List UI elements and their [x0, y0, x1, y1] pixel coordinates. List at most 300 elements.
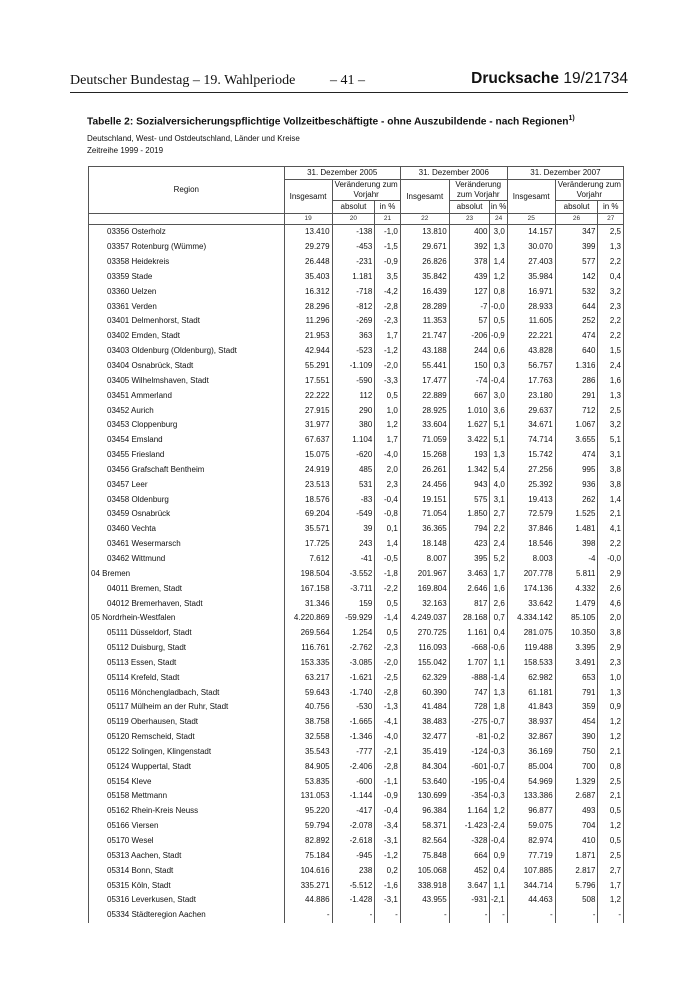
value-cell: 2,9	[598, 641, 624, 656]
value-cell: -0,0	[598, 552, 624, 567]
value-cell: 344.714	[507, 878, 555, 893]
region-cell: 03460 Vechta	[89, 522, 285, 537]
value-cell: 2.817	[555, 863, 598, 878]
value-cell: -275	[449, 715, 490, 730]
value-cell: 55.291	[284, 359, 332, 374]
value-cell: 2,2	[598, 255, 624, 270]
value-cell: 35.842	[400, 270, 449, 285]
value-cell: 174.136	[507, 581, 555, 596]
value-cell: 96.384	[400, 804, 449, 819]
value-cell: 28.933	[507, 299, 555, 314]
region-cell: 04012 Bremerhaven, Stadt	[89, 596, 285, 611]
region-cell: 05158 Mettmann	[89, 789, 285, 804]
value-cell: 1,0	[375, 403, 400, 418]
value-cell: 794	[449, 522, 490, 537]
value-cell: -4,2	[375, 284, 400, 299]
insgesamt-header: Insgesamt	[284, 180, 332, 214]
value-cell: 363	[332, 329, 375, 344]
value-cell: 32.477	[400, 730, 449, 745]
value-cell: 2,2	[598, 537, 624, 552]
value-cell: 26.448	[284, 255, 332, 270]
table-row	[89, 596, 624, 611]
table-row	[89, 418, 624, 433]
value-cell: 32.558	[284, 730, 332, 745]
value-cell: 269.564	[284, 626, 332, 641]
value-cell: 33.604	[400, 418, 449, 433]
value-cell: 1.871	[555, 848, 598, 863]
column-number	[89, 214, 285, 225]
value-cell: 35.543	[284, 745, 332, 760]
value-cell: 1,3	[598, 240, 624, 255]
value-cell: 60.390	[400, 685, 449, 700]
value-cell: -	[375, 908, 400, 923]
value-cell: 2,6	[490, 596, 507, 611]
value-cell: -0,8	[375, 507, 400, 522]
value-cell: -1,6	[375, 878, 400, 893]
value-cell: 153.335	[284, 655, 332, 670]
value-cell: 1,2	[598, 715, 624, 730]
table-row	[89, 670, 624, 685]
value-cell: 640	[555, 344, 598, 359]
table-row	[89, 225, 624, 240]
value-cell: 11.353	[400, 314, 449, 329]
column-number: 27	[598, 214, 624, 225]
table-row	[89, 373, 624, 388]
value-cell: 96.877	[507, 804, 555, 819]
value-cell: 40.756	[284, 700, 332, 715]
value-cell: -3.552	[332, 566, 375, 581]
value-cell: -453	[332, 240, 375, 255]
value-cell: 400	[449, 225, 490, 240]
value-cell: 63.217	[284, 670, 332, 685]
region-cell: 04 Bremen	[89, 566, 285, 581]
date-header-2007: 31. Dezember 2007	[507, 167, 623, 180]
table-row	[89, 566, 624, 581]
value-cell: 82.974	[507, 834, 555, 849]
value-cell: 71.059	[400, 433, 449, 448]
value-cell: 2,6	[598, 581, 624, 596]
value-cell: 17.551	[284, 373, 332, 388]
value-cell: 22.221	[507, 329, 555, 344]
table-row	[89, 522, 624, 537]
value-cell: 169.804	[400, 581, 449, 596]
region-cell: 03457 Leer	[89, 477, 285, 492]
value-cell: 33.642	[507, 596, 555, 611]
value-cell: 43.828	[507, 344, 555, 359]
value-cell: 62.982	[507, 670, 555, 685]
veraenderung-header: Veränderung zum Vorjahr	[555, 180, 623, 201]
value-cell: -2,2	[375, 581, 400, 596]
value-cell: 29.671	[400, 240, 449, 255]
value-cell: 750	[555, 745, 598, 760]
value-cell: 380	[332, 418, 375, 433]
value-cell: 56.757	[507, 359, 555, 374]
region-cell: 05170 Wesel	[89, 834, 285, 849]
region-cell: 03451 Ammerland	[89, 388, 285, 403]
value-cell: 1,7	[375, 433, 400, 448]
region-cell: 05116 Mönchengladbach, Stadt	[89, 685, 285, 700]
value-cell: 41.843	[507, 700, 555, 715]
value-cell: 667	[449, 388, 490, 403]
value-cell: -1.621	[332, 670, 375, 685]
value-cell: 1,4	[598, 492, 624, 507]
region-cell: 03452 Aurich	[89, 403, 285, 418]
value-cell: 105.068	[400, 863, 449, 878]
value-cell: 0,4	[490, 863, 507, 878]
value-cell: 359	[555, 700, 598, 715]
value-cell: 1.104	[332, 433, 375, 448]
value-cell: 26.261	[400, 463, 449, 478]
value-cell: 532	[555, 284, 598, 299]
value-cell: -41	[332, 552, 375, 567]
value-cell: -3,1	[375, 834, 400, 849]
column-number: 25	[507, 214, 555, 225]
value-cell: 2,2	[598, 329, 624, 344]
value-cell: 11.605	[507, 314, 555, 329]
value-cell: -2.406	[332, 759, 375, 774]
table-row	[89, 715, 624, 730]
value-cell: 2,0	[598, 611, 624, 626]
value-cell: 378	[449, 255, 490, 270]
value-cell: 244	[449, 344, 490, 359]
value-cell: 150	[449, 359, 490, 374]
value-cell: 3,0	[490, 388, 507, 403]
table-row	[89, 819, 624, 834]
region-cell: 05 Nordrhein-Westfalen	[89, 611, 285, 626]
value-cell: 0,5	[375, 626, 400, 641]
value-cell: 32.867	[507, 730, 555, 745]
value-cell: 44.463	[507, 893, 555, 908]
region-cell: 03454 Emsland	[89, 433, 285, 448]
value-cell: 577	[555, 255, 598, 270]
value-cell: 3.491	[555, 655, 598, 670]
value-cell: -1,8	[375, 566, 400, 581]
region-cell: 03403 Oldenburg (Oldenburg), Stadt	[89, 344, 285, 359]
value-cell: 347	[555, 225, 598, 240]
value-cell: 75.848	[400, 848, 449, 863]
value-cell: 29.279	[284, 240, 332, 255]
table-row	[89, 626, 624, 641]
value-cell: 0,5	[598, 804, 624, 819]
value-cell: 398	[555, 537, 598, 552]
value-cell: 0,7	[490, 611, 507, 626]
value-cell: 30.070	[507, 240, 555, 255]
value-cell: 493	[555, 804, 598, 819]
value-cell: 3.422	[449, 433, 490, 448]
table-row	[89, 507, 624, 522]
value-cell: 3.463	[449, 566, 490, 581]
region-cell: 03462 Wittmund	[89, 552, 285, 567]
value-cell: -4,0	[375, 730, 400, 745]
value-cell: 13.810	[400, 225, 449, 240]
value-cell: 3.655	[555, 433, 598, 448]
value-cell: 943	[449, 477, 490, 492]
value-cell: 58.371	[400, 819, 449, 834]
value-cell: -0,4	[375, 804, 400, 819]
value-cell: -1.346	[332, 730, 375, 745]
value-cell: 62.329	[400, 670, 449, 685]
value-cell: 159	[332, 596, 375, 611]
value-cell: -2,8	[375, 299, 400, 314]
value-cell: 4,0	[490, 477, 507, 492]
table-row	[89, 655, 624, 670]
value-cell: -718	[332, 284, 375, 299]
value-cell: 1,7	[598, 878, 624, 893]
table-row	[89, 477, 624, 492]
value-cell: 167.158	[284, 581, 332, 596]
value-cell: 1.481	[555, 522, 598, 537]
value-cell: 95.220	[284, 804, 332, 819]
value-cell: 72.579	[507, 507, 555, 522]
region-cell: 05112 Duisburg, Stadt	[89, 641, 285, 656]
value-cell: 1,7	[490, 566, 507, 581]
column-number: 19	[284, 214, 332, 225]
value-cell: 474	[555, 329, 598, 344]
value-cell: -	[449, 908, 490, 923]
region-cell: 03456 Grafschaft Bentheim	[89, 463, 285, 478]
value-cell: 3,1	[490, 492, 507, 507]
value-cell: 1.164	[449, 804, 490, 819]
value-cell: 13.410	[284, 225, 332, 240]
value-cell: 2.646	[449, 581, 490, 596]
value-cell: -1.109	[332, 359, 375, 374]
value-cell: -231	[332, 255, 375, 270]
value-cell: 2,0	[375, 463, 400, 478]
table-row	[89, 433, 624, 448]
value-cell: 8.007	[400, 552, 449, 567]
doc-label: Drucksache	[471, 70, 560, 87]
region-cell: 05120 Remscheid, Stadt	[89, 730, 285, 745]
date-header-2005: 31. Dezember 2005	[284, 167, 400, 180]
value-cell: 16.439	[400, 284, 449, 299]
value-cell: 817	[449, 596, 490, 611]
value-cell: 936	[555, 477, 598, 492]
value-cell: -668	[449, 641, 490, 656]
value-cell: -1.144	[332, 789, 375, 804]
value-cell: 423	[449, 537, 490, 552]
value-cell: 36.169	[507, 745, 555, 760]
table-row	[89, 759, 624, 774]
value-cell: 1,5	[598, 344, 624, 359]
value-cell: 34.671	[507, 418, 555, 433]
value-cell: 3,1	[598, 448, 624, 463]
value-cell: 24.919	[284, 463, 332, 478]
region-cell: 05122 Solingen, Klingenstadt	[89, 745, 285, 760]
value-cell: 5,2	[490, 552, 507, 567]
region-cell: 05117 Mülheim an der Ruhr, Stadt	[89, 700, 285, 715]
value-cell: 2,3	[598, 299, 624, 314]
value-cell: 38.758	[284, 715, 332, 730]
value-cell: 4.332	[555, 581, 598, 596]
value-cell: 338.918	[400, 878, 449, 893]
value-cell: -1,5	[375, 240, 400, 255]
value-cell: -945	[332, 848, 375, 863]
value-cell: 35.571	[284, 522, 332, 537]
percent-header: in %	[598, 201, 624, 214]
value-cell: 69.204	[284, 507, 332, 522]
value-cell: 1,7	[375, 329, 400, 344]
value-cell: 23.513	[284, 477, 332, 492]
value-cell: -3.085	[332, 655, 375, 670]
value-cell: 198.504	[284, 566, 332, 581]
value-cell: -74	[449, 373, 490, 388]
value-cell: -1,2	[375, 848, 400, 863]
region-cell: 04011 Bremen, Stadt	[89, 581, 285, 596]
value-cell: 1.525	[555, 507, 598, 522]
value-cell: 0,3	[490, 359, 507, 374]
value-cell: -0,7	[490, 759, 507, 774]
value-cell: -269	[332, 314, 375, 329]
table-row	[89, 240, 624, 255]
header-left: Deutscher Bundestag – 19. Wahlperiode	[70, 73, 296, 88]
value-cell: 243	[332, 537, 375, 552]
value-cell: 1.010	[449, 403, 490, 418]
value-cell: 27.403	[507, 255, 555, 270]
value-cell: 252	[555, 314, 598, 329]
value-cell: -81	[449, 730, 490, 745]
value-cell: 2,5	[598, 403, 624, 418]
value-cell: 0,9	[598, 700, 624, 715]
value-cell: 728	[449, 700, 490, 715]
value-cell: 201.967	[400, 566, 449, 581]
table-row	[89, 255, 624, 270]
value-cell: 19.413	[507, 492, 555, 507]
value-cell: 1.329	[555, 774, 598, 789]
value-cell: -3,3	[375, 373, 400, 388]
value-cell: 5,1	[490, 418, 507, 433]
value-cell: 3,8	[598, 477, 624, 492]
value-cell: 1,4	[375, 537, 400, 552]
value-cell: 35.419	[400, 745, 449, 760]
value-cell: -1,3	[375, 700, 400, 715]
value-cell: -812	[332, 299, 375, 314]
value-cell: 158.533	[507, 655, 555, 670]
value-cell: 2,4	[598, 359, 624, 374]
region-cell: 05114 Krefeld, Stadt	[89, 670, 285, 685]
value-cell: 22.889	[400, 388, 449, 403]
value-cell: 16.312	[284, 284, 332, 299]
value-cell: 142	[555, 270, 598, 285]
value-cell: 84.304	[400, 759, 449, 774]
value-cell: 61.181	[507, 685, 555, 700]
value-cell: 28.925	[400, 403, 449, 418]
value-cell: 1,2	[375, 418, 400, 433]
value-cell: 5.796	[555, 878, 598, 893]
value-cell: 286	[555, 373, 598, 388]
value-cell: 193	[449, 448, 490, 463]
value-cell: 17.763	[507, 373, 555, 388]
value-cell: 155.042	[400, 655, 449, 670]
value-cell: 5,4	[490, 463, 507, 478]
absolut-header: absolut	[332, 201, 375, 214]
value-cell: 1.254	[332, 626, 375, 641]
value-cell: 2,1	[598, 789, 624, 804]
value-cell: -206	[449, 329, 490, 344]
value-cell: 1,1	[490, 878, 507, 893]
table-row	[89, 745, 624, 760]
table-row	[89, 552, 624, 567]
value-cell: 42.944	[284, 344, 332, 359]
value-cell: 54.969	[507, 774, 555, 789]
table-body	[89, 225, 624, 923]
value-cell: -0,2	[490, 730, 507, 745]
value-cell: 2,2	[490, 522, 507, 537]
value-cell: 130.699	[400, 789, 449, 804]
value-cell: 77.719	[507, 848, 555, 863]
table-row	[89, 730, 624, 745]
value-cell: 1,3	[490, 448, 507, 463]
value-cell: 335.271	[284, 878, 332, 893]
value-cell: 1,2	[598, 819, 624, 834]
value-cell: 3,8	[598, 463, 624, 478]
region-cell: 05154 Kleve	[89, 774, 285, 789]
value-cell: 644	[555, 299, 598, 314]
region-cell: 03405 Wilhelmshaven, Stadt	[89, 373, 285, 388]
percent-header: in %	[375, 201, 400, 214]
value-cell: 281.075	[507, 626, 555, 641]
table-row	[89, 685, 624, 700]
value-cell: 5,1	[598, 433, 624, 448]
value-cell: -2,0	[375, 359, 400, 374]
value-cell: -2.618	[332, 834, 375, 849]
value-cell: 4,6	[598, 596, 624, 611]
value-cell: 18.576	[284, 492, 332, 507]
value-cell: 1,2	[490, 804, 507, 819]
value-cell: -0,7	[490, 715, 507, 730]
value-cell: 1,6	[598, 373, 624, 388]
table-title	[87, 115, 575, 127]
value-cell: 2,3	[375, 477, 400, 492]
table-row	[89, 848, 624, 863]
value-cell: -	[400, 908, 449, 923]
table-row	[89, 388, 624, 403]
table-row	[89, 448, 624, 463]
value-cell: -1,4	[490, 670, 507, 685]
value-cell: 133.386	[507, 789, 555, 804]
value-cell: 1,6	[490, 581, 507, 596]
region-cell: 05124 Wuppertal, Stadt	[89, 759, 285, 774]
value-cell: 2,3	[598, 655, 624, 670]
value-cell: 1,0	[598, 670, 624, 685]
value-cell: 262	[555, 492, 598, 507]
value-cell: 27.915	[284, 403, 332, 418]
region-cell: 03402 Emden, Stadt	[89, 329, 285, 344]
value-cell: 5,1	[490, 433, 507, 448]
value-cell: -601	[449, 759, 490, 774]
value-cell: 291	[555, 388, 598, 403]
region-cell: 05113 Essen, Stadt	[89, 655, 285, 670]
absolut-header: absolut	[555, 201, 598, 214]
value-cell: 57	[449, 314, 490, 329]
value-cell: 1,8	[490, 700, 507, 715]
table-row	[89, 700, 624, 715]
value-cell: 16.971	[507, 284, 555, 299]
value-cell: 700	[555, 759, 598, 774]
value-cell: 15.268	[400, 448, 449, 463]
value-cell: 17.725	[284, 537, 332, 552]
value-cell: 131.053	[284, 789, 332, 804]
value-cell: 399	[555, 240, 598, 255]
table-row	[89, 834, 624, 849]
region-cell: 03459 Osnabrück	[89, 507, 285, 522]
value-cell: 392	[449, 240, 490, 255]
value-cell: -1,2	[375, 344, 400, 359]
value-cell: 1,1	[490, 655, 507, 670]
value-cell: 38.937	[507, 715, 555, 730]
region-cell: 03359 Stade	[89, 270, 285, 285]
value-cell: 1,4	[490, 255, 507, 270]
value-cell: -5.512	[332, 878, 375, 893]
